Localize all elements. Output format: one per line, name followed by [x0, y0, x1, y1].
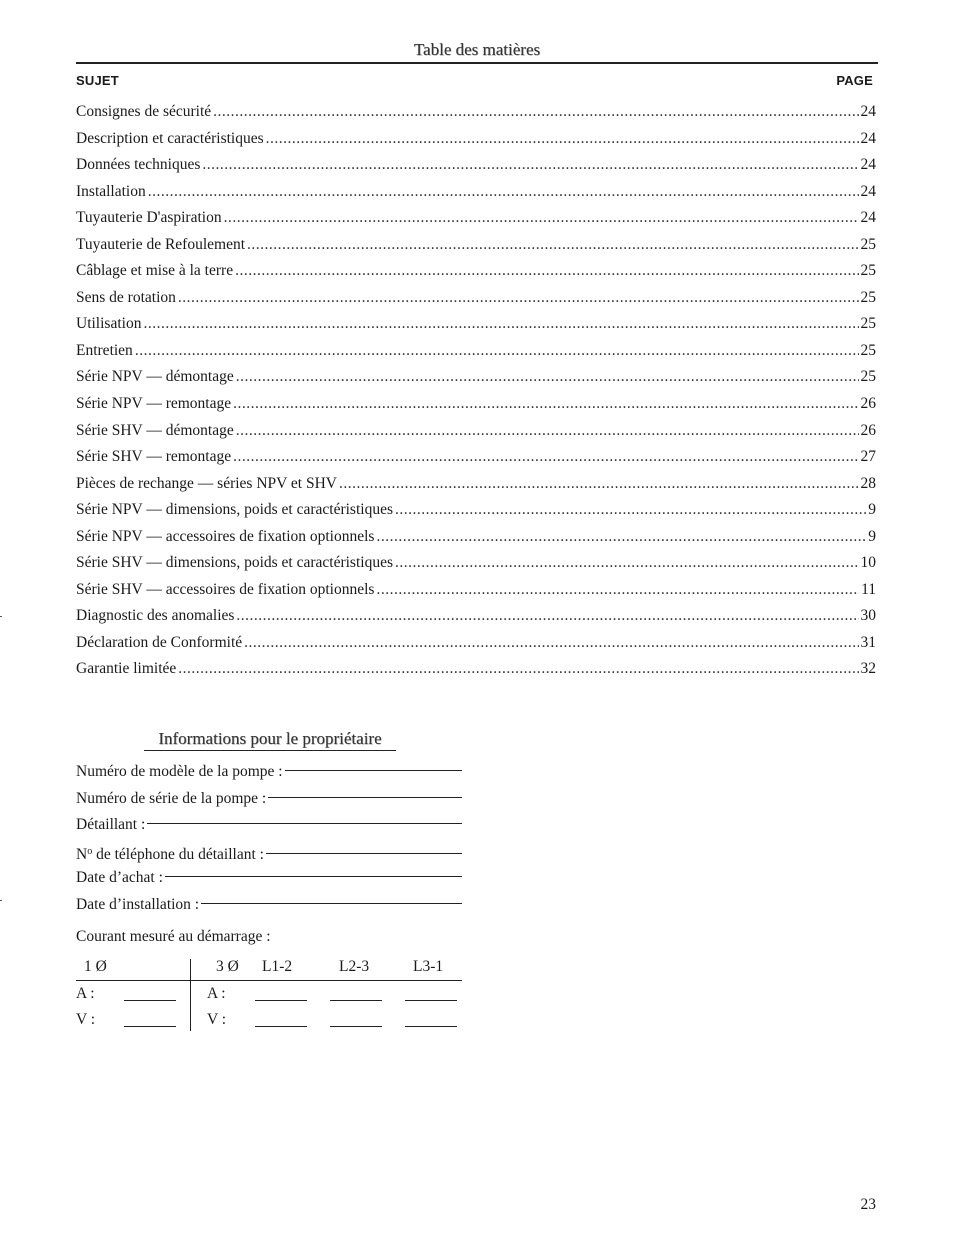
toc-entry-page: 28: [860, 474, 876, 492]
toc-entry-page: 26: [860, 421, 876, 439]
toc-entry-page: 31: [860, 633, 876, 651]
toc-entry-page: 10: [860, 554, 876, 572]
dealer-phone-prefix: N: [76, 845, 88, 863]
toc-entry-label: Description et caractéristiques: [76, 129, 264, 147]
dealer-label: Détaillant :: [76, 816, 146, 834]
dealer-phone-label: [76, 839, 264, 869]
toc-entry-label: Câblage et mise à la terre: [76, 262, 234, 280]
startup-current-title: Courant mesuré au démarrage :: [76, 928, 271, 945]
single-phase-volts-label: V :: [76, 1011, 96, 1028]
serial-number-line[interactable]: [268, 797, 462, 798]
toc-entry-label: Tuyauterie de Refoulement: [76, 235, 246, 253]
toc-entry[interactable]: [76, 656, 876, 683]
l3-1-volts-line[interactable]: [405, 1026, 457, 1027]
toc-leader-dots: [376, 524, 866, 551]
toc-leader-dots: [235, 258, 858, 285]
edge-tick: [0, 900, 2, 901]
toc-entry-page: 26: [860, 395, 876, 413]
toc-entry[interactable]: [76, 311, 876, 338]
toc-leader-dots: [339, 471, 859, 498]
purchase-date-field[interactable]: [76, 865, 462, 892]
toc-entry[interactable]: [76, 497, 876, 524]
toc-entry-page: 24: [860, 209, 876, 227]
l1-2-header: L1-2: [262, 958, 293, 975]
single-phase-volts-line[interactable]: [124, 1026, 176, 1027]
toc-entry[interactable]: [76, 418, 876, 445]
toc-entry-label: Série SHV — accessoires de fixation optionnels: [76, 580, 375, 598]
toc-leader-dots: [148, 179, 859, 206]
l3-1-amps-line[interactable]: [405, 1000, 457, 1001]
toc-title: Table des matières: [413, 40, 541, 59]
l2-3-header: L2-3: [339, 958, 370, 975]
toc-leader-dots: [376, 577, 859, 604]
toc-entry-page: 25: [860, 315, 876, 333]
install-date-label: Date d’installation :: [76, 895, 200, 913]
toc-leader-dots: [247, 232, 858, 259]
toc-entry[interactable]: [76, 577, 876, 604]
toc-leader-dots: [178, 656, 858, 683]
purchase-date-label: Date d’achat :: [76, 869, 163, 887]
toc-entry-label: Série NPV — remontage: [76, 395, 232, 413]
toc-leader-dots: [395, 497, 866, 524]
toc-entry-page: 25: [860, 341, 876, 359]
toc-entry-page: 25: [860, 368, 876, 386]
toc-leader-dots: [224, 205, 859, 232]
table-header-rule: [76, 980, 462, 981]
toc-entry[interactable]: [76, 444, 876, 471]
toc-entry[interactable]: [76, 338, 876, 365]
toc-leader-dots: [135, 338, 859, 365]
toc-leader-dots: [236, 603, 858, 630]
toc-entry[interactable]: [76, 603, 876, 630]
model-number-field[interactable]: [76, 759, 462, 786]
dealer-field[interactable]: [76, 812, 462, 839]
three-phase-volts-label: V :: [207, 1011, 227, 1028]
toc-entry-page: 24: [860, 103, 876, 120]
toc-rule: [76, 62, 878, 64]
toc-entry-label: Consignes de sécurité: [76, 103, 212, 120]
toc-entry-page: 9: [868, 501, 876, 519]
dealer-phone-sup: o: [87, 845, 93, 857]
toc-entry[interactable]: [76, 99, 876, 126]
toc-entry-page: 11: [861, 580, 876, 598]
three-phase-header: 3 Ø: [216, 958, 239, 975]
toc-entry-label: Série NPV — accessoires de fixation optionnels: [76, 527, 375, 545]
dealer-line[interactable]: [147, 823, 462, 824]
owner-info-form: [76, 759, 462, 919]
l2-3-amps-line[interactable]: [330, 1000, 382, 1001]
toc-entry-label: Tuyauterie D'aspiration: [76, 209, 222, 227]
toc-leader-dots: [143, 311, 858, 338]
toc-entry[interactable]: [76, 179, 876, 206]
startup-current-table: [76, 955, 462, 1030]
toc-leader-dots: [213, 99, 858, 126]
l3-1-header: L3-1: [413, 958, 444, 975]
toc-leader-dots: [395, 550, 859, 577]
toc-entry-label: Installation: [76, 182, 146, 200]
toc-entry-label: Sens de rotation: [76, 288, 176, 306]
serial-number-label: Numéro de série de la pompe :: [76, 789, 267, 807]
dealer-phone-rest: de téléphone du détaillant :: [92, 845, 264, 863]
toc-entry[interactable]: [76, 205, 876, 232]
toc-entry[interactable]: [76, 258, 876, 285]
toc-entry-page: 25: [860, 262, 876, 280]
toc-entry[interactable]: [76, 524, 876, 551]
single-phase-amps-label: A :: [76, 985, 95, 1002]
toc-entry-label: Utilisation: [76, 315, 142, 333]
toc-entry[interactable]: [76, 364, 876, 391]
toc-entry-page: 25: [860, 288, 876, 306]
owner-info-title: Informations pour le propriétaire: [144, 729, 396, 751]
toc-entry-page: 24: [860, 156, 876, 174]
toc-entry[interactable]: [76, 126, 876, 153]
toc-leader-dots: [178, 285, 859, 312]
toc-entry-label: Série NPV — démontage: [76, 368, 234, 386]
install-date-field[interactable]: [76, 892, 462, 919]
toc-entry-label: Entretien: [76, 341, 133, 359]
toc-entry-page: 32: [860, 660, 876, 678]
toc-entry-label: Série SHV — dimensions, poids et caractéristiques: [76, 554, 393, 572]
toc-leader-dots: [233, 391, 858, 418]
toc-entry-label: Déclaration de Conformité: [76, 633, 243, 651]
toc-entry-label: Données techniques: [76, 156, 201, 174]
toc-column-subject: SUJET: [76, 73, 119, 88]
toc-entry[interactable]: [76, 232, 876, 259]
toc-entry-label: Série NPV — dimensions, poids et caractéristiques: [76, 501, 393, 519]
toc-list: [76, 99, 876, 683]
toc-entry[interactable]: [76, 285, 876, 312]
l2-3-volts-line[interactable]: [330, 1026, 382, 1027]
toc-column-page: PAGE: [836, 73, 873, 88]
toc-leader-dots: [266, 126, 859, 153]
toc-entry-label: Pièces de rechange — séries NPV et SHV: [76, 474, 337, 492]
toc-leader-dots: [244, 630, 858, 657]
toc-entry-label: Garantie limitée: [76, 660, 177, 678]
edge-tick: [0, 616, 2, 617]
model-number-line[interactable]: [285, 770, 462, 771]
toc-leader-dots: [233, 444, 858, 471]
purchase-date-line[interactable]: [165, 876, 462, 877]
toc-entry-page: 24: [860, 182, 876, 200]
l1-2-volts-line[interactable]: [255, 1026, 307, 1027]
toc-entry-label: Diagnostic des anomalies: [76, 607, 235, 625]
toc-entry-label: Série SHV — démontage: [76, 421, 234, 439]
three-phase-amps-label: A :: [207, 985, 226, 1002]
install-date-line[interactable]: [201, 903, 462, 904]
single-phase-header: 1 Ø: [84, 958, 107, 975]
toc-entry-label: Série SHV — remontage: [76, 448, 232, 466]
toc-entry-page: 30: [860, 607, 876, 625]
toc-entry-page: 9: [868, 527, 876, 545]
page-number: 23: [860, 1196, 876, 1213]
toc-leader-dots: [236, 364, 859, 391]
toc-entry-page: 24: [860, 129, 876, 147]
toc-leader-dots: [236, 418, 859, 445]
toc-entry[interactable]: [76, 391, 876, 418]
serial-number-field[interactable]: [76, 786, 462, 813]
dealer-phone-line[interactable]: [266, 853, 462, 854]
l1-2-amps-line[interactable]: [255, 1000, 307, 1001]
single-phase-amps-line[interactable]: [124, 1000, 176, 1001]
dealer-phone-field[interactable]: [76, 839, 462, 866]
toc-entry[interactable]: [76, 471, 876, 498]
toc-entry[interactable]: [76, 630, 876, 657]
toc-entry-page: 25: [860, 235, 876, 253]
table-column-divider: [190, 959, 191, 1031]
toc-leader-dots: [202, 152, 858, 179]
toc-entry-page: 27: [860, 448, 876, 466]
model-number-label: Numéro de modèle de la pompe :: [76, 763, 283, 780]
toc-entry[interactable]: [76, 550, 876, 577]
toc-entry[interactable]: [76, 152, 876, 179]
